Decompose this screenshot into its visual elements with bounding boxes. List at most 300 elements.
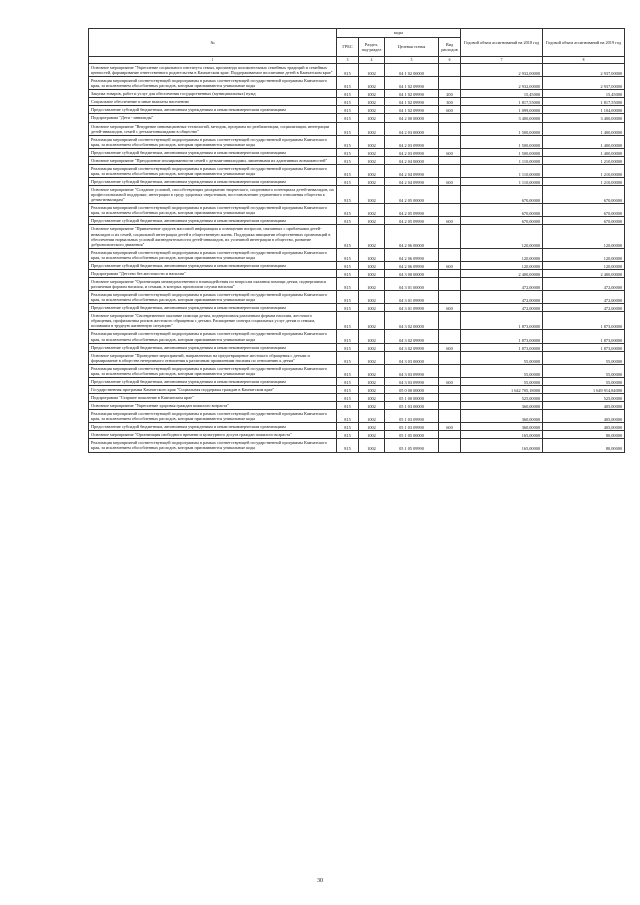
row-volume-2019: 405,00000 bbox=[543, 402, 625, 410]
row-expense-type bbox=[439, 64, 461, 77]
table-row bbox=[89, 90, 625, 98]
table-row bbox=[89, 269, 625, 277]
table-row bbox=[89, 377, 625, 385]
row-target: 05 1 00 00000 bbox=[385, 394, 439, 402]
row-section: 1002 bbox=[359, 77, 385, 90]
row-expense-type: 600 bbox=[439, 148, 461, 156]
header-number: № bbox=[89, 29, 337, 57]
column-index-row bbox=[89, 57, 625, 64]
row-expense-type: 600 bbox=[439, 423, 461, 431]
row-section: 1002 bbox=[359, 106, 385, 114]
row-target: 04 3 02 09990 bbox=[385, 330, 439, 343]
row-volume-2019: 55,00000 bbox=[543, 364, 625, 377]
row-volume-2019: 120,00000 bbox=[543, 248, 625, 261]
row-volume-2019: 1 649 914,84000 bbox=[543, 385, 625, 393]
row-volume-2019: 3 400,00000 bbox=[543, 114, 625, 122]
row-volume-2019: 15,45000 bbox=[543, 90, 625, 98]
row-volume-2019: 2 400,00000 bbox=[543, 269, 625, 277]
row-volume-2018: 120,00000 bbox=[461, 225, 543, 248]
row-expense-type: 600 bbox=[439, 343, 461, 351]
table-row bbox=[89, 98, 625, 106]
row-grbs: 815 bbox=[337, 423, 359, 431]
row-target: 04 3 01 09990 bbox=[385, 291, 439, 304]
header-row-top bbox=[89, 29, 625, 38]
row-grbs: 815 bbox=[337, 122, 359, 135]
column-index-cell: 5 bbox=[385, 57, 439, 64]
row-volume-2018: 1 873,00000 bbox=[461, 312, 543, 330]
row-volume-2018: 472,00000 bbox=[461, 304, 543, 312]
row-section: 1002 bbox=[359, 394, 385, 402]
column-index-cell: 4 bbox=[359, 57, 385, 64]
row-grbs: 815 bbox=[337, 439, 359, 452]
header-target: Целевая статья bbox=[385, 38, 439, 57]
row-name: Предоставление субсидий бюджетным, автономным учреждениям и иным некоммерческим организациям bbox=[89, 423, 337, 431]
header-section: Раздел, под-раздел bbox=[359, 38, 385, 57]
row-section: 1002 bbox=[359, 114, 385, 122]
row-name: Государственная программа Камчатского края "Социальная поддержка граждан в Камчатском крае" bbox=[89, 385, 337, 393]
budget-table bbox=[88, 28, 625, 453]
row-target: 04 3 02 00000 bbox=[385, 312, 439, 330]
row-target: 05 0 00 00000 bbox=[385, 385, 439, 393]
row-expense-type bbox=[439, 269, 461, 277]
row-volume-2018: 1 110,00000 bbox=[461, 156, 543, 164]
row-volume-2018: 55,00000 bbox=[461, 364, 543, 377]
row-name: Реализация мероприятий соответствующей подпрограммы в рамках соответствующей государственной программы Камчатского края, за исключением обособленных расходов, которым присваиваются уникальные коды bbox=[89, 439, 337, 452]
row-expense-type bbox=[439, 114, 461, 122]
row-volume-2018: 165,00000 bbox=[461, 431, 543, 439]
row-volume-2018: 120,00000 bbox=[461, 248, 543, 261]
row-section: 1002 bbox=[359, 90, 385, 98]
header-volume-2018: Годовой объем ассигнований на 2018 год bbox=[461, 29, 543, 57]
table-row bbox=[89, 385, 625, 393]
row-target: 04 2 04 09990 bbox=[385, 178, 439, 186]
row-section: 1002 bbox=[359, 186, 385, 204]
row-expense-type bbox=[439, 135, 461, 148]
row-target: 04 1 02 09990 bbox=[385, 77, 439, 90]
row-volume-2018: 1 873,00000 bbox=[461, 330, 543, 343]
row-grbs: 815 bbox=[337, 77, 359, 90]
row-volume-2019: 1 400,00000 bbox=[543, 135, 625, 148]
row-expense-type bbox=[439, 394, 461, 402]
row-section: 1002 bbox=[359, 410, 385, 423]
column-index-cell: 8 bbox=[543, 57, 625, 64]
row-target: 04 1 02 09990 bbox=[385, 98, 439, 106]
row-volume-2019: 670,00000 bbox=[543, 186, 625, 204]
row-grbs: 815 bbox=[337, 377, 359, 385]
table-row bbox=[89, 148, 625, 156]
row-expense-type bbox=[439, 351, 461, 364]
row-target: 04 1 02 00000 bbox=[385, 64, 439, 77]
table-row bbox=[89, 156, 625, 164]
row-name: Реализация мероприятий соответствующей подпрограммы в рамках соответствующей государственной программы Камчатского края, за исключением обособленных расходов, которым присваиваются уникальные коды bbox=[89, 364, 337, 377]
row-volume-2018: 1 099,00000 bbox=[461, 106, 543, 114]
row-expense-type bbox=[439, 186, 461, 204]
row-volume-2018: 1 110,00000 bbox=[461, 164, 543, 177]
row-grbs: 815 bbox=[337, 269, 359, 277]
row-volume-2019: 1 210,00000 bbox=[543, 178, 625, 186]
row-volume-2019: 525,00000 bbox=[543, 394, 625, 402]
row-name: Закупка товаров, работ и услуг для обеспечения государственных (муниципальных) нужд bbox=[89, 90, 337, 98]
row-name: Основное мероприятие "Проведение мероприятий, направленных на предотвращение жестокого обращения с детьми и формирование в обществе нетерпимого отношения к различным проявлениям насилия по отношению к детям" bbox=[89, 351, 337, 364]
row-name: Реализация мероприятий соответствующей подпрограммы в рамках соответствующей государственной программы Камчатского края, за исключением обособленных расходов, которым присваиваются уникальные коды bbox=[89, 330, 337, 343]
table-row bbox=[89, 64, 625, 77]
row-section: 1002 bbox=[359, 312, 385, 330]
row-target: 04 1 02 09990 bbox=[385, 106, 439, 114]
row-name: Основное мероприятие "Преодоление изолированности семей с детьми-инвалидами, лишенными их адаптивных возможностей" bbox=[89, 156, 337, 164]
row-expense-type: 600 bbox=[439, 377, 461, 385]
row-name: Реализация мероприятий соответствующей подпрограммы в рамках соответствующей государственной программы Камчатского края, за исключением обособленных расходов, которым присваиваются уникальные коды bbox=[89, 135, 337, 148]
table-row bbox=[89, 304, 625, 312]
row-name: Основное мероприятие "Организация свободного времени и культурного досуга граждан пожилого возраста" bbox=[89, 431, 337, 439]
row-target: 04 2 03 00000 bbox=[385, 122, 439, 135]
table-row bbox=[89, 114, 625, 122]
row-volume-2018: 3 400,00000 bbox=[461, 114, 543, 122]
row-section: 1002 bbox=[359, 98, 385, 106]
row-expense-type bbox=[439, 122, 461, 135]
row-section: 1002 bbox=[359, 261, 385, 269]
row-expense-type bbox=[439, 77, 461, 90]
header-grbs: ГРБС bbox=[337, 38, 359, 57]
row-grbs: 815 bbox=[337, 148, 359, 156]
row-expense-type bbox=[439, 439, 461, 452]
row-expense-type bbox=[439, 330, 461, 343]
row-volume-2019: 405,00000 bbox=[543, 423, 625, 431]
row-expense-type bbox=[439, 312, 461, 330]
row-section: 1002 bbox=[359, 122, 385, 135]
row-volume-2019: 120,00000 bbox=[543, 261, 625, 269]
row-section: 1002 bbox=[359, 64, 385, 77]
row-grbs: 815 bbox=[337, 135, 359, 148]
row-section: 1002 bbox=[359, 377, 385, 385]
row-target: 04 3 01 00000 bbox=[385, 277, 439, 290]
row-volume-2019: 1 104,00000 bbox=[543, 106, 625, 114]
page-number: 30 bbox=[317, 878, 323, 884]
row-section: 1002 bbox=[359, 164, 385, 177]
row-name: Основное мероприятие "Внедрение инновационных технологий, методик, программ по реабилитации, социализации, интеграции детей-инвалидов, семей с детьми-инвалидами в общество" bbox=[89, 122, 337, 135]
row-target: 04 2 05 00000 bbox=[385, 186, 439, 204]
row-grbs: 815 bbox=[337, 312, 359, 330]
row-target: 05 1 03 09990 bbox=[385, 423, 439, 431]
row-volume-2019: 1 817,55000 bbox=[543, 98, 625, 106]
row-grbs: 815 bbox=[337, 114, 359, 122]
row-section: 1002 bbox=[359, 204, 385, 217]
row-grbs: 815 bbox=[337, 225, 359, 248]
row-volume-2019: 1 873,00000 bbox=[543, 312, 625, 330]
row-grbs: 815 bbox=[337, 64, 359, 77]
row-name: Предоставление субсидий бюджетным, автономным учреждениям и иным некоммерческим организациям bbox=[89, 343, 337, 351]
row-target: 04 2 06 09990 bbox=[385, 261, 439, 269]
row-grbs: 815 bbox=[337, 248, 359, 261]
row-volume-2019: 55,00000 bbox=[543, 377, 625, 385]
row-volume-2019: 2 937,00000 bbox=[543, 64, 625, 77]
table-row bbox=[89, 225, 625, 248]
row-volume-2018: 1 500,00000 bbox=[461, 148, 543, 156]
row-name: Социальное обеспечение и иные выплаты населению bbox=[89, 98, 337, 106]
row-volume-2019: 120,00000 bbox=[543, 225, 625, 248]
row-target: 04 3 00 00000 bbox=[385, 269, 439, 277]
row-grbs: 815 bbox=[337, 186, 359, 204]
row-grbs: 815 bbox=[337, 277, 359, 290]
row-section: 1002 bbox=[359, 431, 385, 439]
row-volume-2018: 472,00000 bbox=[461, 291, 543, 304]
row-volume-2018: 55,00000 bbox=[461, 377, 543, 385]
row-volume-2018: 1 642 705,18000 bbox=[461, 385, 543, 393]
row-grbs: 815 bbox=[337, 402, 359, 410]
row-target: 05 1 03 00000 bbox=[385, 402, 439, 410]
row-name: Предоставление субсидий бюджетным, автономным учреждениям и иным некоммерческим организациям bbox=[89, 261, 337, 269]
row-volume-2018: 1 873,00000 bbox=[461, 343, 543, 351]
row-name: Реализация мероприятий соответствующей подпрограммы в рамках соответствующей государственной программы Камчатского края, за исключением обособленных расходов, которым присваиваются уникальные коды bbox=[89, 164, 337, 177]
header-volume-2019: Годовой объем ассигнований на 2019 год bbox=[543, 29, 625, 57]
row-section: 1002 bbox=[359, 385, 385, 393]
table-row bbox=[89, 277, 625, 290]
row-name: Основное мероприятие "Создание условий, способствующих раскрытию творческого, спортивного потенциала детей-инвалидов, их профессиональной поддержке, интеграции в среду здоровых сверстников, восстановлению утраченного отношения общества к детям-инвалидам" bbox=[89, 186, 337, 204]
row-section: 1002 bbox=[359, 156, 385, 164]
row-volume-2019: 1 400,00000 bbox=[543, 122, 625, 135]
table-row bbox=[89, 164, 625, 177]
row-expense-type bbox=[439, 204, 461, 217]
table-row bbox=[89, 364, 625, 377]
table-row bbox=[89, 122, 625, 135]
row-target: 04 2 03 09990 bbox=[385, 148, 439, 156]
row-volume-2018: 1 500,00000 bbox=[461, 135, 543, 148]
row-grbs: 815 bbox=[337, 394, 359, 402]
row-name: Реализация мероприятий соответствующей подпрограммы в рамках соответствующей государственной программы Камчатского края, за исключением обособленных расходов, которым присваиваются уникальные коды bbox=[89, 291, 337, 304]
row-name: Основное мероприятие "Привлечение средств массовой информации к освещению вопросов, связанных с проблемами детей-инвалидов и их семей, социальной интеграции детей в общественную жизнь. Поддержка инициатив общественных организаций в обеспечении нормальных условий жизнедеятельности детей-инвалидов, их успешной интеграции в общество, развитие добровольческого движения" bbox=[89, 225, 337, 248]
row-grbs: 815 bbox=[337, 178, 359, 186]
row-volume-2019: 670,00000 bbox=[543, 204, 625, 217]
row-volume-2018: 360,00000 bbox=[461, 423, 543, 431]
table-row bbox=[89, 439, 625, 452]
row-expense-type bbox=[439, 385, 461, 393]
row-section: 1002 bbox=[359, 225, 385, 248]
row-target: 05 1 03 09990 bbox=[385, 410, 439, 423]
row-name: Предоставление субсидий бюджетным, автономным учреждениям и иным некоммерческим организациям bbox=[89, 377, 337, 385]
row-expense-type: 200 bbox=[439, 90, 461, 98]
row-expense-type bbox=[439, 248, 461, 261]
header-expense-type: Вид расходов bbox=[439, 38, 461, 57]
row-target: 04 2 05 09990 bbox=[385, 204, 439, 217]
row-expense-type: 600 bbox=[439, 178, 461, 186]
row-expense-type bbox=[439, 156, 461, 164]
row-volume-2018: 120,00000 bbox=[461, 261, 543, 269]
row-target: 04 2 04 09990 bbox=[385, 164, 439, 177]
row-target: 04 3 02 09990 bbox=[385, 343, 439, 351]
row-volume-2018: 472,00000 bbox=[461, 277, 543, 290]
row-grbs: 815 bbox=[337, 156, 359, 164]
row-volume-2018: 165,00000 bbox=[461, 439, 543, 452]
row-volume-2019: 472,00000 bbox=[543, 304, 625, 312]
row-volume-2019: 1 873,00000 bbox=[543, 343, 625, 351]
row-section: 1002 bbox=[359, 248, 385, 261]
row-volume-2018: 360,00000 bbox=[461, 410, 543, 423]
row-volume-2019: 472,00000 bbox=[543, 291, 625, 304]
row-grbs: 815 bbox=[337, 304, 359, 312]
row-volume-2019: 2 937,00000 bbox=[543, 77, 625, 90]
row-volume-2018: 670,00000 bbox=[461, 186, 543, 204]
row-volume-2019: 472,00000 bbox=[543, 277, 625, 290]
row-expense-type bbox=[439, 225, 461, 248]
table-row bbox=[89, 351, 625, 364]
row-name: Реализация мероприятий соответствующей подпрограммы в рамках соответствующей государственной программы Камчатского края, за исключением обособленных расходов, которым присваиваются уникальные коды bbox=[89, 77, 337, 90]
row-volume-2018: 670,00000 bbox=[461, 204, 543, 217]
row-name: Предоставление субсидий бюджетным, автономным учреждениям и иным некоммерческим организациям bbox=[89, 217, 337, 225]
row-volume-2019: 80,00000 bbox=[543, 431, 625, 439]
row-expense-type bbox=[439, 277, 461, 290]
row-volume-2018: 2 400,00000 bbox=[461, 269, 543, 277]
table-row bbox=[89, 312, 625, 330]
column-index-cell: 1 bbox=[89, 57, 337, 64]
row-expense-type bbox=[439, 291, 461, 304]
row-volume-2018: 1 500,00000 bbox=[461, 122, 543, 135]
table-row bbox=[89, 410, 625, 423]
row-section: 1002 bbox=[359, 148, 385, 156]
row-target: 04 2 05 09990 bbox=[385, 217, 439, 225]
table-row bbox=[89, 343, 625, 351]
row-target: 04 2 03 09990 bbox=[385, 135, 439, 148]
row-name: Предоставление субсидий бюджетным, автономным учреждениям и иным некоммерческим организациям bbox=[89, 178, 337, 186]
row-target: 04 2 00 00000 bbox=[385, 114, 439, 122]
row-volume-2018: 360,00000 bbox=[461, 402, 543, 410]
row-grbs: 815 bbox=[337, 217, 359, 225]
row-section: 1002 bbox=[359, 135, 385, 148]
row-name: Подпрограмма "Детство без жестокости и насилия" bbox=[89, 269, 337, 277]
row-target: 04 2 06 00000 bbox=[385, 225, 439, 248]
table-row bbox=[89, 431, 625, 439]
column-index-cell: 6 bbox=[439, 57, 461, 64]
row-name: Подпрограмма "Дети - инвалиды" bbox=[89, 114, 337, 122]
row-volume-2018: 670,00000 bbox=[461, 217, 543, 225]
table-row bbox=[89, 178, 625, 186]
table-row bbox=[89, 135, 625, 148]
row-volume-2018: 1 110,00000 bbox=[461, 178, 543, 186]
header-codes: коды bbox=[337, 29, 461, 38]
row-target: 04 2 04 00000 bbox=[385, 156, 439, 164]
table-row bbox=[89, 186, 625, 204]
table-row bbox=[89, 291, 625, 304]
row-name: Предоставление субсидий бюджетным, автономным учреждениям и иным некоммерческим организациям bbox=[89, 304, 337, 312]
row-volume-2018: 2 932,00000 bbox=[461, 64, 543, 77]
row-volume-2019: 405,00000 bbox=[543, 410, 625, 423]
row-volume-2019: 80,00000 bbox=[543, 439, 625, 452]
row-grbs: 815 bbox=[337, 410, 359, 423]
row-grbs: 815 bbox=[337, 90, 359, 98]
row-section: 1002 bbox=[359, 423, 385, 431]
row-grbs: 815 bbox=[337, 364, 359, 377]
row-expense-type bbox=[439, 431, 461, 439]
row-grbs: 815 bbox=[337, 343, 359, 351]
row-section: 1002 bbox=[359, 178, 385, 186]
row-grbs: 815 bbox=[337, 204, 359, 217]
row-section: 1002 bbox=[359, 364, 385, 377]
row-section: 1002 bbox=[359, 217, 385, 225]
row-volume-2019: 1 873,00000 bbox=[543, 330, 625, 343]
row-volume-2018: 2 932,00000 bbox=[461, 77, 543, 90]
row-volume-2019: 1 210,00000 bbox=[543, 156, 625, 164]
row-grbs: 815 bbox=[337, 330, 359, 343]
row-expense-type bbox=[439, 364, 461, 377]
row-expense-type: 600 bbox=[439, 106, 461, 114]
row-volume-2018: 525,00000 bbox=[461, 394, 543, 402]
table-row bbox=[89, 217, 625, 225]
row-section: 1002 bbox=[359, 343, 385, 351]
row-volume-2019: 1 400,00000 bbox=[543, 148, 625, 156]
row-name: Подпрограмма "Старшее поколение в Камчатском крае" bbox=[89, 394, 337, 402]
row-target: 04 3 01 09990 bbox=[385, 304, 439, 312]
row-grbs: 815 bbox=[337, 164, 359, 177]
table-row bbox=[89, 423, 625, 431]
table-row bbox=[89, 402, 625, 410]
table-row bbox=[89, 106, 625, 114]
row-target: 04 3 03 09990 bbox=[385, 364, 439, 377]
table-row bbox=[89, 77, 625, 90]
row-expense-type: 600 bbox=[439, 304, 461, 312]
row-grbs: 815 bbox=[337, 106, 359, 114]
column-index-cell: 3 bbox=[337, 57, 359, 64]
row-volume-2019: 670,00000 bbox=[543, 217, 625, 225]
row-expense-type: 600 bbox=[439, 217, 461, 225]
row-section: 1002 bbox=[359, 402, 385, 410]
row-section: 1002 bbox=[359, 330, 385, 343]
row-name: Основное мероприятие "Укрепление здоровья граждан пожилого возраста" bbox=[89, 402, 337, 410]
row-name: Реализация мероприятий соответствующей подпрограммы в рамках соответствующей государственной программы Камчатского края, за исключением обособленных расходов, которым присваиваются уникальные коды bbox=[89, 410, 337, 423]
row-expense-type bbox=[439, 164, 461, 177]
row-name: Предоставление субсидий бюджетным, автономным учреждениям и иным некоммерческим организациям bbox=[89, 148, 337, 156]
row-grbs: 815 bbox=[337, 291, 359, 304]
row-target: 04 1 02 09990 bbox=[385, 90, 439, 98]
row-grbs: 815 bbox=[337, 385, 359, 393]
table-header bbox=[89, 29, 625, 57]
table-row bbox=[89, 330, 625, 343]
table-row bbox=[89, 204, 625, 217]
row-expense-type: 300 bbox=[439, 98, 461, 106]
row-section: 1002 bbox=[359, 351, 385, 364]
row-section: 1002 bbox=[359, 439, 385, 452]
row-name: Основное мероприятие "Укрепление социального института семьи, пропаганда положительных семейных традиций и семейных ценностей, формирование ответственного родительства в Камчатском крае. Поддерживаемое воспитание детей в Камчатском крае" bbox=[89, 64, 337, 77]
row-grbs: 815 bbox=[337, 351, 359, 364]
table-row bbox=[89, 248, 625, 261]
row-expense-type bbox=[439, 410, 461, 423]
row-section: 1002 bbox=[359, 277, 385, 290]
row-target: 04 3 03 09990 bbox=[385, 377, 439, 385]
table-row bbox=[89, 394, 625, 402]
row-volume-2018: 15,45000 bbox=[461, 90, 543, 98]
row-target: 05 1 05 00000 bbox=[385, 431, 439, 439]
row-volume-2018: 1 817,55000 bbox=[461, 98, 543, 106]
row-target: 05 1 05 09990 bbox=[385, 439, 439, 452]
row-volume-2018: 55,00000 bbox=[461, 351, 543, 364]
table-body bbox=[89, 57, 625, 453]
row-name: Реализация мероприятий соответствующей подпрограммы в рамках соответствующей государственной программы Камчатского края, за исключением обособленных расходов, которым присваиваются уникальные коды bbox=[89, 204, 337, 217]
row-expense-type bbox=[439, 402, 461, 410]
row-grbs: 815 bbox=[337, 98, 359, 106]
table-row bbox=[89, 261, 625, 269]
row-name: Реализация мероприятий соответствующей подпрограммы в рамках соответствующей государственной программы Камчатского края, за исключением обособленных расходов, которым присваиваются уникальные коды bbox=[89, 248, 337, 261]
row-section: 1002 bbox=[359, 304, 385, 312]
row-name: Основное мероприятие "Организация межведомственного взаимодействия по вопросам оказания помощи детям, подвергшимся различным формам насилия, и семьям, в которых произошли случаи насилия" bbox=[89, 277, 337, 290]
row-volume-2019: 1 210,00000 bbox=[543, 164, 625, 177]
row-target: 04 2 06 09990 bbox=[385, 248, 439, 261]
row-volume-2019: 55,00000 bbox=[543, 351, 625, 364]
row-grbs: 815 bbox=[337, 431, 359, 439]
row-target: 04 3 03 00000 bbox=[385, 351, 439, 364]
row-grbs: 815 bbox=[337, 261, 359, 269]
row-name: Основное мероприятие "Своевременное оказание помощи детям, подвергшимся различным формам насилия, жестокого обращения, профилактика рисков жестокого обращения с детьми. Расширение спектра социальных услуг детям и семьям, попавшим в трудную жизненную ситуацию" bbox=[89, 312, 337, 330]
row-section: 1002 bbox=[359, 291, 385, 304]
row-section: 1002 bbox=[359, 269, 385, 277]
row-expense-type: 600 bbox=[439, 261, 461, 269]
row-name: Предоставление субсидий бюджетным, автономным учреждениям и иным некоммерческим организациям bbox=[89, 106, 337, 114]
